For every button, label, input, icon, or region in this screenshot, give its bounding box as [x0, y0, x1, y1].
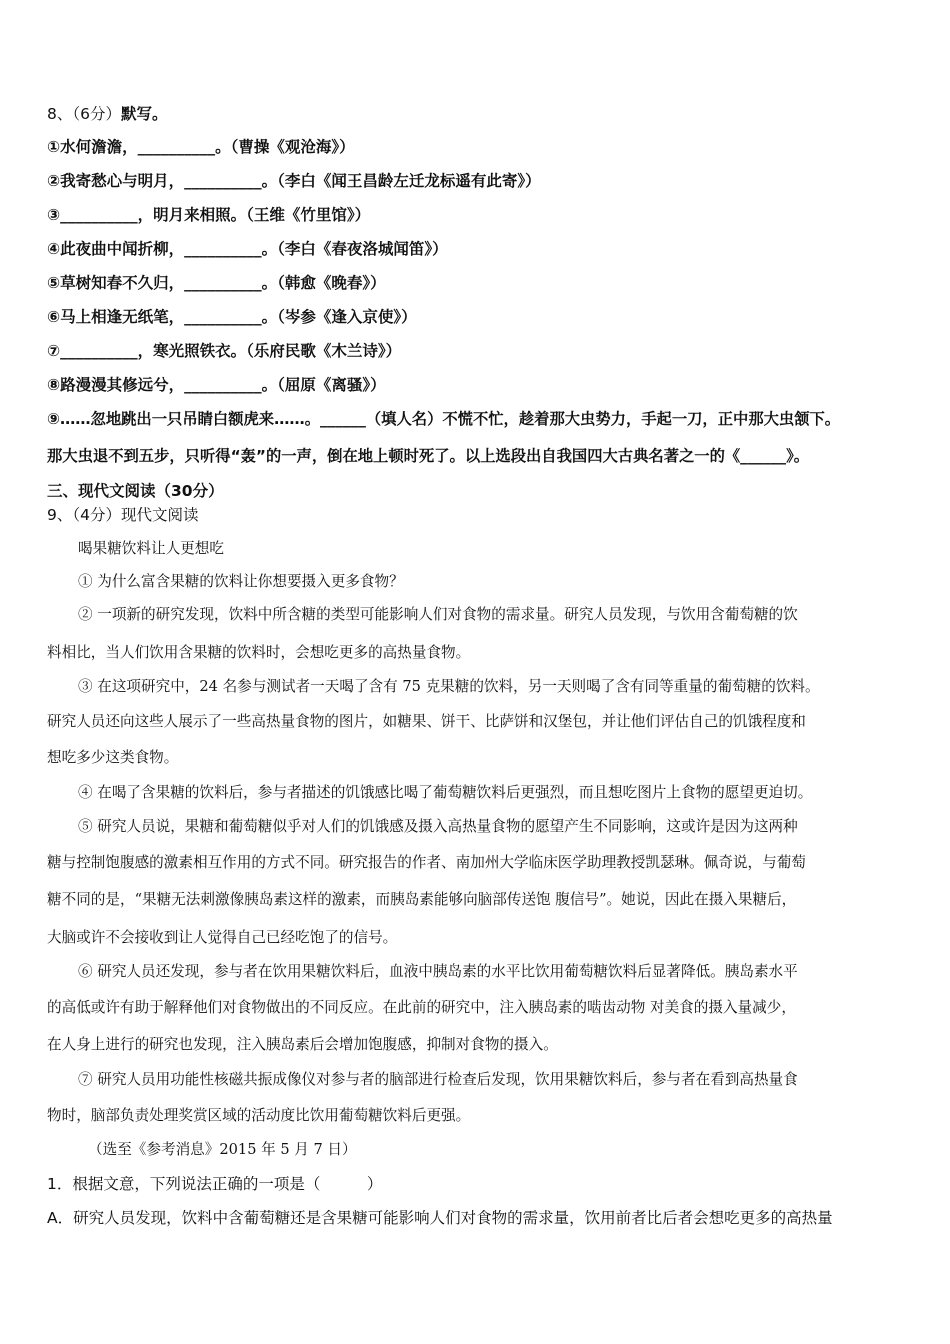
- q8-item-9-cont: 那大虫退不到五步，只听得“轰”的一声，倒在地上顿时死了。以上选段出自我国四大古典名著之一的《______》。: [47, 447, 810, 465]
- section3-title: 三、现代文阅读（30分）: [47, 482, 224, 500]
- option-a: A．研究人员发现，饮料中含葡萄糖还是含果糖可能影响人们对食物的需求量，饮用前者比后者会想吃更多的高热量: [47, 1209, 833, 1227]
- q8-item-6: ⑥马上相逢无纸笔，__________。（岑参《逢入京使》）: [47, 308, 417, 326]
- q8-title: 默写。: [120, 105, 168, 123]
- q9-header: 9、（4分）现代文阅读: [47, 506, 199, 524]
- article-line: 糖不同的是，“果糖无法刺激像胰岛素这样的激素，而胰岛素能够向脑部传送饱 腹信号”。她说，因此在摄入果糖后，: [47, 891, 797, 908]
- article-line: ④ 在喝了含果糖的饮料后，参与者描述的饥饿感比喝了葡萄糖饮料后更强烈，而且想吃图片上食物的愿望更迫切。: [78, 784, 813, 801]
- article-title: 喝果糖饮料让人更想吃: [78, 540, 224, 557]
- article-line: 想吃多少这类食物。: [47, 749, 179, 766]
- article-line: ⑦ 研究人员用功能性核磁共振成像仪对参与者的脑部进行检查后发现，饮用果糖饮料后，参与者在看到高热量食: [78, 1071, 798, 1088]
- q8-item-1: ①水何澹澹，__________。（曹操《观沧海》）: [47, 138, 355, 156]
- article-line: ⑤ 研究人员说，果糖和葡萄糖似乎对人们的饥饿感及摄入高热量食物的愿望产生不同影响，这或许是因为这两种: [78, 818, 798, 835]
- article-line: 料相比，当人们饮用含果糖的饮料时，会想吃更多的高热量食物。: [47, 644, 471, 661]
- q8-item-3: ③__________，明月来相照。（王维《竹里馆》）: [47, 206, 371, 224]
- sub-question-1: 1．根据文意，下列说法正确的一项是（ ）: [47, 1175, 383, 1193]
- article-line: 物时，脑部负责处理奖赏区域的活动度比饮用葡萄糖饮料后更强。: [47, 1107, 471, 1124]
- q8-number: 8、（6分）: [47, 105, 121, 123]
- article-line: 糖与控制饱腹感的激素相互作用的方式不同。研究报告的作者、南加州大学临床医学助理教授凯瑟琳。佩奇说，与葡萄: [47, 854, 806, 871]
- q8-item-9: ⑨……忽地跳出一只吊睛白额虎来……。______（填人名）不慌不忙，趁着那大虫势力，手起一刀，正中那大虫颔下。: [47, 410, 841, 428]
- article-line: ② 一项新的研究发现，饮料中所含糖的类型可能影响人们对食物的需求量。研究人员发现，与饮用含葡萄糖的饮: [78, 606, 798, 623]
- q8-item-4: ④此夜曲中闻折柳，__________。（李白《春夜洛城闻笛》）: [47, 240, 448, 258]
- q8-item-5: ⑤草树知春不久归，__________。（韩愈《晚春》）: [47, 274, 386, 292]
- article-line: 的高低或许有助于解释他们对食物做出的不同反应。在此前的研究中，注入胰岛素的啮齿动物 对美食的摄入量减少，: [47, 999, 796, 1016]
- article-line: 大脑或许不会接收到让人觉得自己已经吃饱了的信号。: [47, 929, 398, 946]
- article-source: （选至《参考消息》2015 年 5 月 7 日）: [88, 1141, 357, 1158]
- q8-header: [47, 104, 168, 124]
- article-line: ⑥ 研究人员还发现，参与者在饮用果糖饮料后，血液中胰岛素的水平比饮用葡萄糖饮料后显著降低。胰岛素水平: [78, 963, 798, 980]
- q8-item-7: ⑦__________，寒光照铁衣。（乐府民歌《木兰诗》）: [47, 342, 402, 360]
- article-line: ③ 在这项研究中，24 名参与测试者一天喝了含有 75 克果糖的饮料，另一天则喝了含有同等重量的葡萄糖的饮料。: [78, 678, 820, 695]
- article-line: ① 为什么富含果糖的饮料让你想要摄入更多食物？: [78, 573, 404, 590]
- q8-item-8: ⑧路漫漫其修远兮，__________。（屈原《离骚》）: [47, 376, 386, 394]
- article-line: 研究人员还向这些人展示了一些高热量食物的图片，如糖果、饼干、比萨饼和汉堡包，并让他们评估自己的饥饿程度和: [47, 713, 806, 730]
- q8-item-2: ②我寄愁心与明月，__________。（李白《闻王昌龄左迁龙标遥有此寄》）: [47, 172, 541, 190]
- article-line: 在人身上进行的研究也发现，注入胰岛素后会增加饱腹感，抑制对食物的摄入。: [47, 1036, 558, 1053]
